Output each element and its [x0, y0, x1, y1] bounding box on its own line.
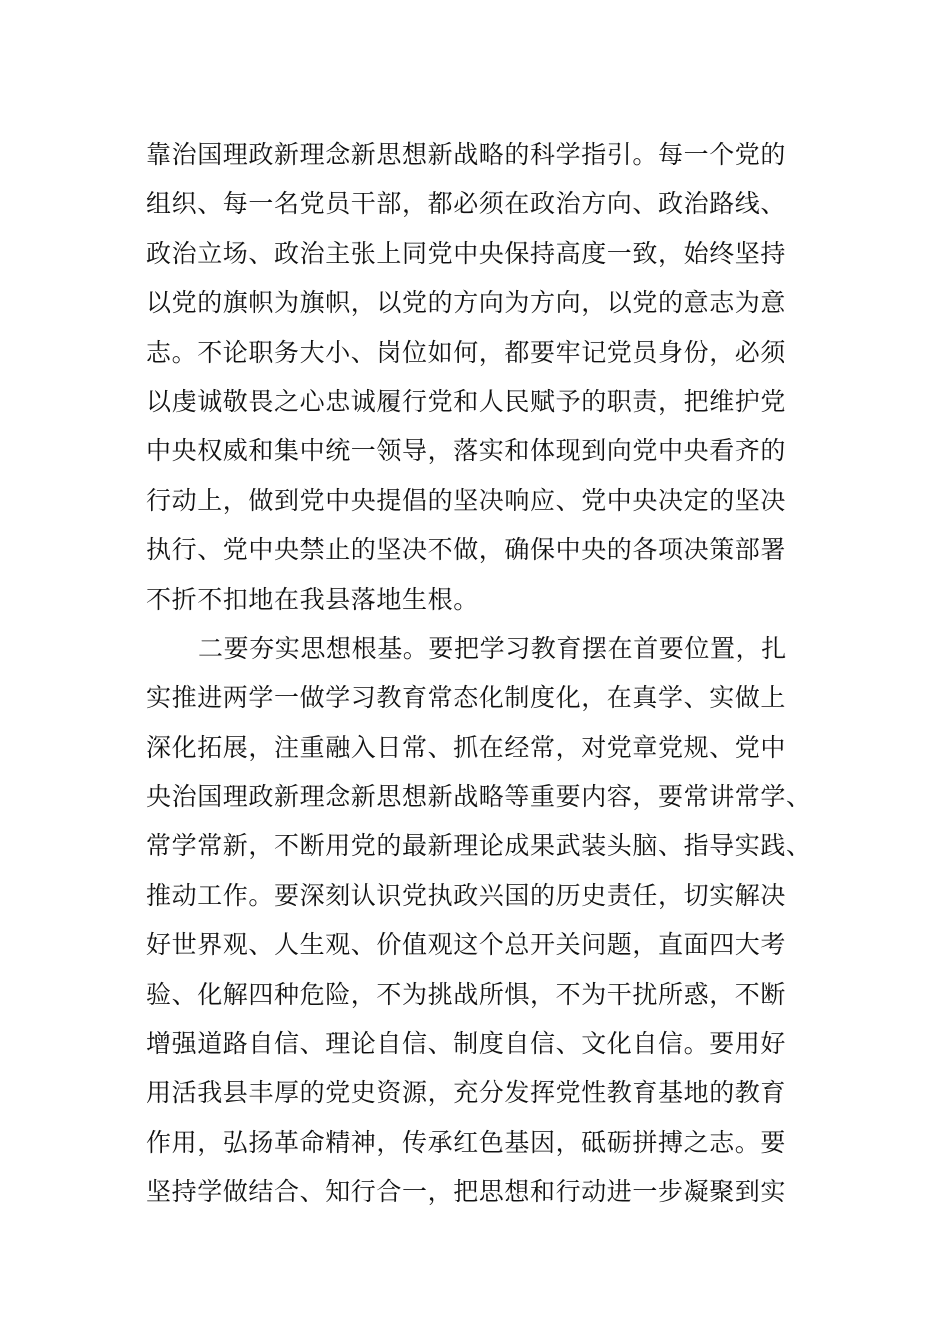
text-line: 组织、每一名党员干部，都必须在政治方向、政治路线、 — [146, 189, 787, 219]
text-line: 验、化解四种危险，不为挑战所惧，不为干扰所惑，不断 — [146, 979, 787, 1009]
text-line: 政治立场、政治主张上同党中央保持高度一致，始终坚持 — [146, 238, 787, 268]
text-line: 增强道路自信、理论自信、制度自信、文化自信。要用好 — [146, 1029, 787, 1059]
text-line: 用活我县丰厚的党史资源，充分发挥党性教育基地的教育 — [146, 1078, 787, 1108]
body-text — [146, 130, 816, 1217]
text-line: 以党的旗帜为旗帜，以党的方向为方向，以党的意志为意 — [146, 288, 787, 318]
text-line: 好世界观、人生观、价值观这个总开关问题，直面四大考 — [146, 930, 787, 960]
text-line: 中央权威和集中统一领导，落实和体现到向党中央看齐的 — [146, 436, 787, 466]
text-line: 央治国理政新理念新思想新战略等重要内容，要常讲常学、 — [146, 782, 812, 812]
text-line: 坚持学做结合、知行合一，把思想和行动进一步凝聚到实 — [146, 1177, 787, 1207]
text-line: 不折不扣地在我县落地生根。 — [146, 584, 479, 614]
text-line: 靠治国理政新理念新思想新战略的科学指引。每一个党的 — [146, 140, 787, 169]
text-line: 深化拓展，注重融入日常、抓在经常，对党章党规、党中 — [146, 732, 787, 762]
text-line: 志。不论职务大小、岗位如何，都要牢记党员身份，必须 — [146, 337, 787, 367]
paragraph-start-line: 二要夯实思想根基。要把学习教育摆在首要位置，扎 — [198, 633, 787, 663]
text-line: 作用，弘扬革命精神，传承红色基因，砥砺拼搏之志。要 — [146, 1127, 787, 1157]
text-line: 推动工作。要深刻认识党执政兴国的历史责任，切实解决 — [146, 880, 787, 910]
text-line: 执行、党中央禁止的坚决不做，确保中央的各项决策部署 — [146, 535, 787, 565]
text-line: 实推进两学一做学习教育常态化制度化，在真学、实做上 — [146, 683, 787, 713]
text-line: 以虔诚敬畏之心忠诚履行党和人民赋予的职责，把维护党 — [146, 386, 787, 416]
text-line: 常学常新，不断用党的最新理论成果武装头脑、指导实践、 — [146, 831, 812, 861]
text-line: 行动上，做到党中央提倡的坚决响应、党中央决定的坚决 — [146, 485, 787, 515]
